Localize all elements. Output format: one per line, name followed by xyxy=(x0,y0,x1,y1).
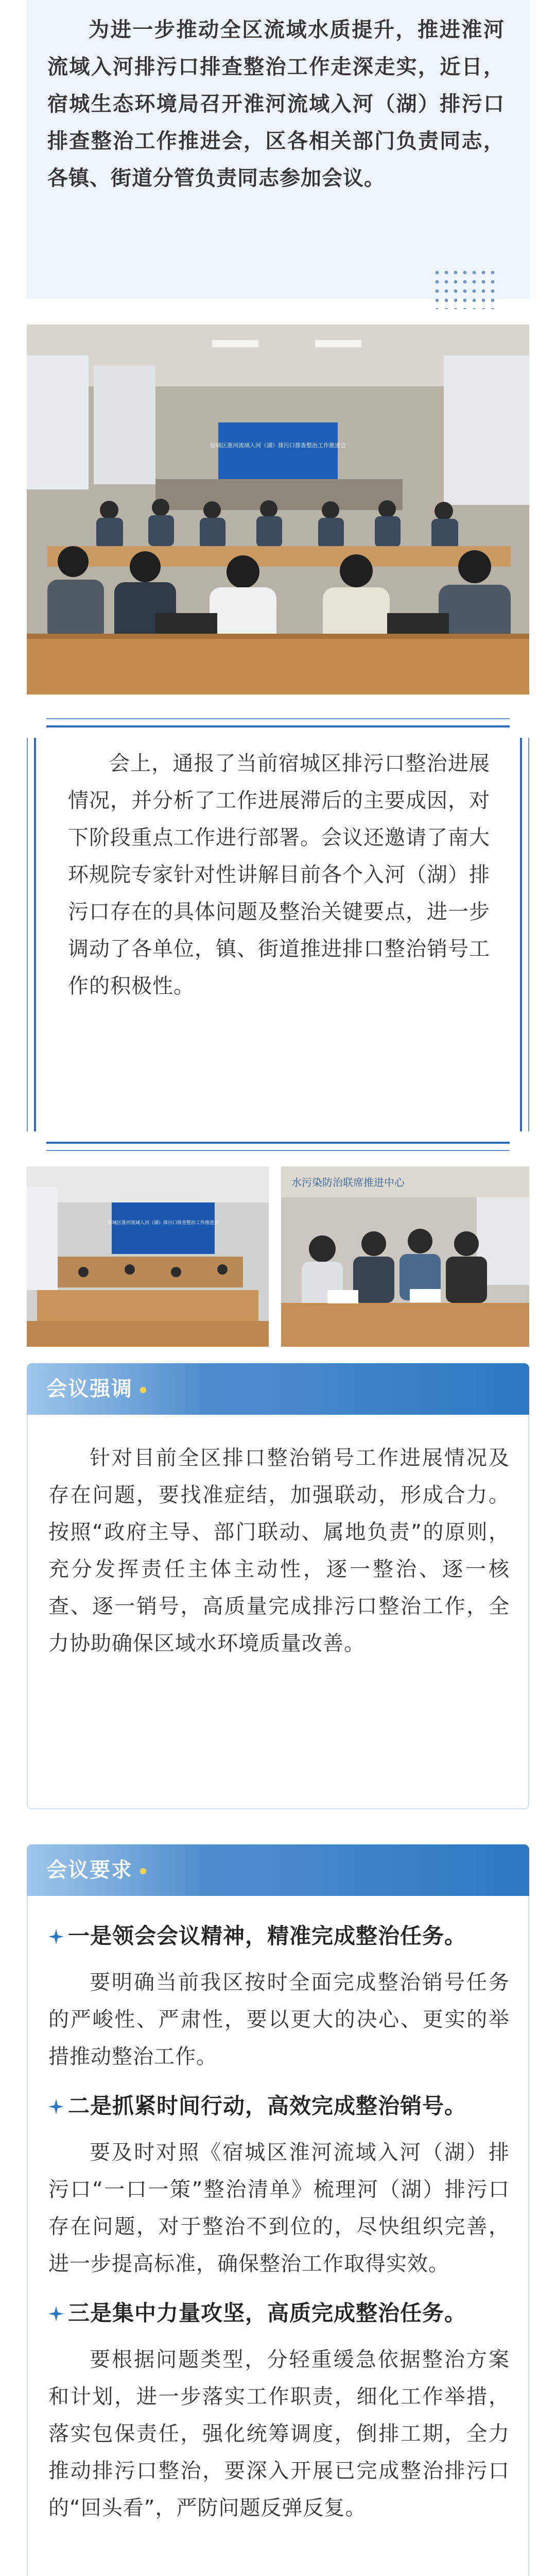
requirement-heading xyxy=(48,2088,510,2125)
meeting-summary-text: 会上，通报了当前宿城区排污口整治进展情况，并分析了工作进展滞后的主要成因，对下阶段重点工作进行部署。会议还邀请了南大环规院专家针对性讲解目前各个入河（湖）排污口存在的具体问题及整治关键要点，进一步调动了各单位，镇、街道推进排口整治销号工作的积极性。 xyxy=(68,752,490,998)
title-dot-icon xyxy=(140,1868,146,1874)
requirement-item xyxy=(48,2295,510,2527)
screen-title: 宿城区淮河流域入河（湖）排污口排查整治工作推进会 xyxy=(210,442,346,449)
requirement-heading-text: 一是领会会议精神，精准完成整治任务。 xyxy=(68,1923,467,1948)
emphasis-title-text: 会议强调 xyxy=(46,1377,133,1401)
requirement-item xyxy=(48,2088,510,2282)
emphasis-card xyxy=(27,1363,529,1809)
title-dot-icon xyxy=(140,1387,146,1393)
emphasis-title xyxy=(46,1376,146,1402)
intro-paragraph: 为进一步推动全区流域水质提升，推进淮河流域入河排污口排查整治工作走深走实，近日，宿城生态环境局召开淮河流域入河（湖）排污口排查整治工作推进会，区各相关部门负责同志，各镇、街道分管负责同志参加会议。 xyxy=(47,18,505,190)
frame-corner-notch xyxy=(27,1131,46,1151)
frame-corner-notch xyxy=(510,718,529,738)
frame-corner-notch xyxy=(27,718,46,738)
requirement-item xyxy=(48,1918,510,2075)
requirement-text: 要及时对照《宿城区淮河流域入河（湖）排污口“一口一策”整治清单》梳理河（湖）排污口存在问题，对于整治不到位的，尽快组织完善，进一步提高标准，确保整治工作取得实效。 xyxy=(48,2141,510,2276)
emphasis-header xyxy=(27,1363,529,1415)
requirement-heading xyxy=(48,1918,510,1955)
four-point-star-icon xyxy=(48,1929,64,1944)
photo-banner-text: 水污染防治联席推进中心 xyxy=(291,1176,405,1189)
four-point-star-icon xyxy=(48,2099,64,2114)
four-point-star-icon xyxy=(48,2306,64,2321)
requirement-text: 要明确当前我区按时全面完成整治销号任务的严峻性、严肃性，要以更大的决心、更实的举措推动整治工作。 xyxy=(48,1971,510,2069)
dot-pattern-decoration xyxy=(432,268,499,309)
meeting-room-photo xyxy=(27,325,529,694)
intro-card xyxy=(27,0,529,299)
requirements-header xyxy=(27,1844,529,1896)
requirement-text: 要根据问题类型，分轻重缓急依据整治方案和计划，进一步落实工作职责，细化工作举措，落实包保责任，强化统筹调度，倒排工期，全力推动排污口整治，要深入开展已完成整治排污口的“回头看”，严防问题反弹反复。 xyxy=(48,2348,510,2520)
requirements-title-text: 会议要求 xyxy=(46,1858,133,1882)
frame-corner-notch xyxy=(510,1131,529,1151)
requirements-card xyxy=(27,1844,529,2576)
emphasis-text: 针对目前全区排口整治销号工作进展情况及存在问题，要找准症结，加强联动，形成合力。按照“政府主导、部门联动、属地负责”的原则，充分发挥责任主体主动性，逐一整治、逐一核查、逐一销号，高质量完成排污口整治工作，全力协助确保区域水环境质量改善。 xyxy=(48,1446,510,1655)
screen-title-small: 宿城区淮河流域入河（湖）排污口排查整治工作推进会 xyxy=(107,1221,219,1226)
requirement-heading-text: 三是集中力量攻坚，高质完成整治任务。 xyxy=(68,2300,467,2326)
meeting-screen-photo xyxy=(27,1166,269,1347)
summary-frame xyxy=(27,718,529,1151)
attendees-closeup-photo xyxy=(281,1166,529,1347)
requirement-heading-text: 二是抓紧时间行动，高效完成整治销号。 xyxy=(68,2093,467,2119)
requirement-heading xyxy=(48,2295,510,2332)
requirements-title xyxy=(46,1857,146,1884)
requirements-list xyxy=(48,1918,510,2527)
